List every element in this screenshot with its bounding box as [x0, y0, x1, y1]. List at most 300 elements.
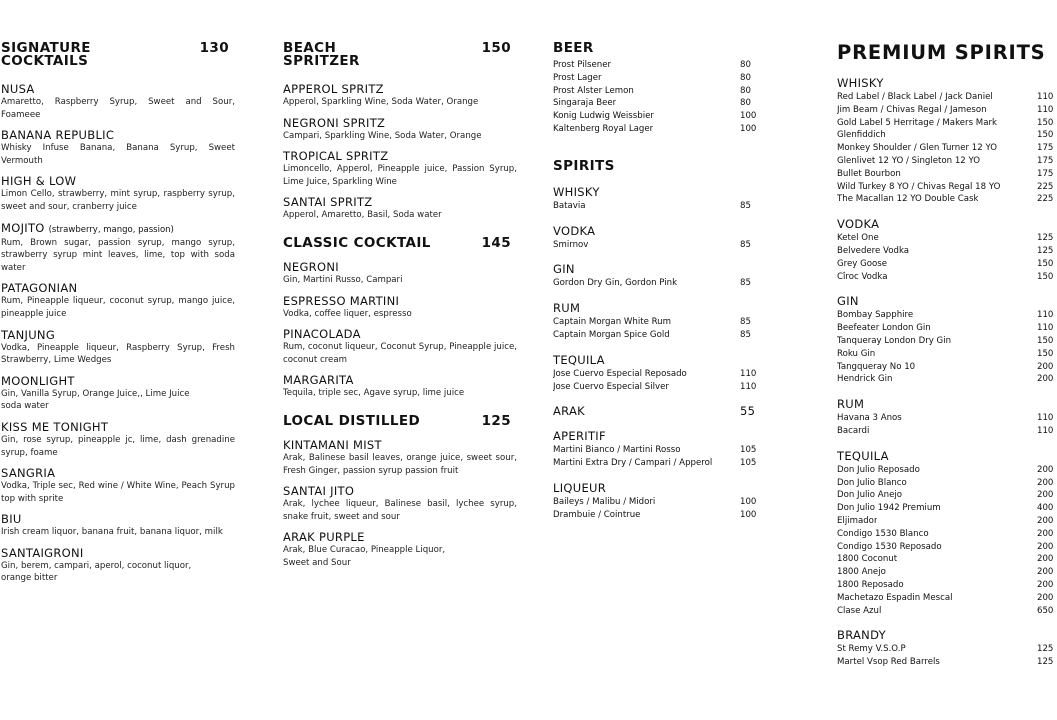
item-name: [1, 128, 235, 142]
price-row: [837, 142, 1057, 155]
spirit-category: [553, 429, 768, 470]
row-price: 100: [740, 496, 757, 507]
premium-spirits-title: PREMIUM SPIRITS: [837, 41, 1046, 64]
row-price: 150: [1037, 258, 1054, 269]
row-price: 110: [740, 381, 757, 392]
row-name: Jose Cuervo Especial Reposado: [553, 368, 687, 379]
row-price: 85: [740, 317, 751, 328]
classic-cocktail-list: [283, 260, 517, 400]
row-name: Bacardi: [837, 425, 870, 436]
item-description: Apperol, Amaretto, Basil, Soda water: [283, 210, 442, 221]
price-row: [837, 129, 1057, 142]
item-description: Gin, Vanilla Syrup, Orange Juice,, Lime Juice soda water: [1, 388, 190, 412]
row-price: 650: [1037, 605, 1054, 616]
item-name: [1, 328, 235, 342]
price-row: [837, 528, 1057, 541]
category-name: BRANDY: [837, 628, 886, 643]
row-name: 1800 Reposado: [837, 579, 904, 590]
price-row: [837, 489, 1057, 502]
item-name-text: BANANA REPUBLIC: [1, 128, 115, 143]
menu-item: [283, 260, 517, 287]
menu-item: [1, 174, 235, 213]
menu-item: [283, 294, 517, 321]
row-price: 105: [740, 458, 757, 469]
premium-category: [837, 294, 1057, 386]
item-name-text: SANTAI JITO: [283, 484, 355, 499]
menu-item: [1, 512, 235, 539]
item-name: [283, 149, 517, 163]
category-name: LIQUEUR: [553, 480, 607, 495]
local-distilled-header: [283, 412, 517, 429]
row-name: Red Label / Black Label / Jack Daniel: [837, 92, 993, 102]
category-header: [553, 353, 768, 367]
item-name: [1, 281, 235, 295]
item-name-text: APPEROL SPRITZ: [283, 82, 384, 96]
price-row: [837, 553, 1057, 566]
price-row: [837, 656, 1057, 669]
price-row: [553, 239, 768, 252]
spirit-category: [553, 481, 768, 522]
price-row: [837, 412, 1057, 425]
spirit-category: [553, 301, 768, 342]
price-row: [837, 168, 1057, 181]
price-row: [553, 85, 768, 98]
row-name: 1800 Anejo: [837, 567, 886, 578]
row-price: 80: [740, 98, 751, 109]
category-header: [553, 429, 768, 443]
menu-item: [283, 373, 517, 400]
row-name: Don Julio 1942 Premium: [837, 503, 941, 514]
menu-item: [283, 327, 517, 366]
row-name: The Macallan 12 YO Double Cask: [837, 194, 979, 205]
item-description: Apperol, Sparkling Wine, Soda Water, Orange: [283, 97, 479, 107]
row-name: Glenfiddich: [837, 130, 886, 141]
row-name: Drambuie / Cointrue: [553, 509, 641, 520]
menu-item: [283, 530, 517, 569]
row-name: Cîroc Vodka: [837, 271, 888, 282]
row-name: Prost Lager: [553, 72, 602, 83]
row-name: Tanqueray London Dry Gin: [837, 335, 952, 346]
row-price: 100: [740, 509, 757, 520]
menu-item: [1, 281, 235, 320]
row-name: Batavia: [553, 200, 586, 211]
item-name-text: MOONLIGHT: [1, 373, 75, 388]
price-row: [837, 502, 1057, 515]
item-name: [1, 374, 235, 388]
category-price: 55: [740, 404, 756, 419]
item-description: Vodka, Pineapple liqueur, Raspberry Syrup, Fresh Strawberry, Lime Wedges: [1, 342, 235, 366]
row-name: Belvedere Vodka: [837, 245, 910, 256]
item-name: [283, 82, 517, 96]
row-price: 110: [1037, 104, 1054, 115]
row-name: Konig Ludwig Weissbier: [553, 111, 654, 122]
section-title: SIGNATURE COCKTAILS: [1, 40, 91, 69]
row-name: Jim Beam / Chivas Regal / Jameson: [837, 104, 987, 115]
row-price: 125: [1037, 245, 1054, 256]
menu-item: [283, 438, 517, 477]
item-name: [283, 327, 517, 341]
category-name: VODKA: [553, 223, 596, 238]
row-name: Hendrick Gin: [837, 374, 893, 385]
row-price: 80: [740, 72, 751, 83]
price-row: [837, 117, 1057, 130]
beer-header: [553, 42, 768, 55]
spirit-category: [553, 185, 768, 213]
row-price: 100: [740, 111, 757, 122]
spirit-category: [553, 404, 768, 418]
price-row: [837, 348, 1057, 361]
row-name: Jose Cuervo Especial Silver: [553, 381, 669, 392]
row-price: 125: [1037, 644, 1054, 655]
beach-classic-local-column: [283, 42, 517, 577]
menu-item: [1, 420, 235, 459]
price-row: [553, 59, 768, 72]
item-name-text: KINTAMANI MIST: [283, 437, 382, 452]
row-price: 200: [1037, 515, 1054, 526]
price-row: [837, 566, 1057, 579]
beer-spirits-column: [553, 42, 768, 533]
category-name: APERITIF: [553, 429, 606, 444]
row-name: St Remy V.S.O.P: [837, 644, 906, 655]
item-description: Gin, berem, campari, aperol, coconut liquor, orange bitter: [1, 560, 192, 584]
section-price: 125: [481, 412, 511, 429]
row-name: Bullet Bourbon: [837, 168, 901, 179]
row-name: 1800 Coconut: [837, 554, 898, 565]
beach-spritzer-list: [283, 82, 517, 222]
row-price: 200: [1037, 579, 1054, 590]
item-description: Rum, Brown sugar, passion syrup, mango syrup, strawberry syrup mint leaves, lime, top with soda water: [1, 237, 235, 273]
premium-spirits-list: [837, 76, 1057, 669]
row-price: 110: [740, 368, 757, 379]
price-row: [837, 579, 1057, 592]
row-name: Baileys / Malibu / Midori: [553, 496, 656, 507]
section-title: SPIRITS: [553, 157, 615, 174]
row-name: Glenlivet 12 YO / Singleton 12 YO: [837, 155, 981, 166]
row-name: Beefeater London Gin: [837, 323, 931, 334]
price-row: [553, 123, 768, 136]
row-price: 200: [1037, 464, 1054, 475]
classic-cocktail-header: [283, 234, 517, 251]
item-name: [283, 484, 517, 498]
price-row: [553, 368, 768, 381]
category-name: WHISKY: [553, 184, 600, 199]
row-price: 200: [1037, 541, 1054, 552]
menu-item: [1, 546, 235, 585]
price-row: [553, 277, 768, 290]
signature-cocktails-header: [1, 42, 235, 68]
category-name: ARAK: [553, 404, 585, 419]
item-name: [1, 174, 235, 188]
category-name: TEQUILA: [553, 352, 605, 367]
item-name: [283, 438, 517, 452]
row-price: 150: [1037, 271, 1054, 282]
menu-item: [1, 466, 235, 505]
row-name: Don Julio Reposado: [837, 464, 920, 475]
signature-cocktails-column: [1, 42, 235, 592]
row-name: Martel Vsop Red Barrels: [837, 657, 940, 668]
section-title: LOCAL DISTILLED: [283, 412, 421, 429]
row-price: 175: [1037, 155, 1054, 166]
row-price: 85: [740, 329, 751, 340]
row-price: 110: [1037, 92, 1054, 102]
row-name: Eljimador: [837, 515, 878, 526]
row-price: 110: [1037, 310, 1054, 321]
row-price: 200: [1037, 477, 1054, 488]
item-name: [283, 260, 517, 274]
row-price: 105: [740, 445, 757, 456]
item-name: [1, 466, 235, 480]
spirits-header: [553, 157, 768, 174]
item-name-text: NEGRONI SPRITZ: [283, 115, 386, 130]
price-row: [837, 193, 1057, 206]
category-header: [553, 404, 768, 418]
row-name: Roku Gin: [837, 348, 876, 359]
price-row: [553, 381, 768, 394]
price-row: [837, 361, 1057, 374]
item-name-text: SANTAI SPRITZ: [283, 195, 373, 210]
item-name: [1, 420, 235, 434]
row-name: Wild Turkey 8 YO / Chivas Regal 18 YO: [837, 181, 1001, 192]
price-row: [553, 496, 768, 509]
item-name-text: NUSA: [1, 82, 35, 96]
category-header: [553, 301, 768, 315]
row-price: 110: [1037, 413, 1054, 424]
row-price: 200: [1037, 592, 1054, 603]
row-price: 225: [1037, 181, 1054, 192]
category-header: [553, 262, 768, 276]
price-row: [837, 373, 1057, 386]
row-price: 200: [1037, 374, 1054, 385]
item-name: [1, 221, 235, 237]
row-name: Singaraja Beer: [553, 98, 617, 109]
local-distilled-list: [283, 438, 517, 570]
row-name: Condigo 1530 Blanco: [837, 528, 929, 539]
price-row: [837, 592, 1057, 605]
item-description: Limoncello, Apperol, Pineapple juice, Passion Syrup, Lime Juice, Sparkling Wine: [283, 164, 517, 187]
item-name: [283, 116, 517, 130]
price-row: [837, 464, 1057, 477]
item-name: [1, 546, 235, 560]
item-description: Rum, coconut liqueur, Coconut Syrup, Pineapple juice, coconut cream: [283, 342, 517, 365]
item-description: Tequila, triple sec, Agave syrup, lime juice: [283, 388, 465, 399]
category-name: GIN: [553, 262, 575, 277]
item-name-text: ARAK PURPLE: [283, 530, 365, 545]
row-name: Gold Label 5 Herritage / Makers Mark: [837, 117, 997, 128]
item-description: Irish cream liquor, banana fruit, banana liquor, milk: [1, 527, 223, 538]
row-name: Havana 3 Anos: [837, 413, 902, 424]
item-name-text: SANGRIA: [1, 466, 56, 481]
price-row: [837, 515, 1057, 528]
price-row: [553, 444, 768, 457]
price-row: [553, 457, 768, 470]
price-row: [553, 72, 768, 85]
row-name: Smirnov: [553, 239, 589, 250]
row-name: Prost Pilsener: [553, 60, 612, 70]
item-name-text: KISS ME TONIGHT: [1, 419, 109, 434]
price-row: [837, 309, 1057, 322]
section-title: BEER: [553, 40, 594, 56]
row-name: Machetazo Espadin Mescal: [837, 592, 953, 603]
menu-item: [1, 374, 235, 413]
item-name: [283, 530, 517, 544]
spirit-category: [553, 262, 768, 290]
row-name: Condigo 1530 Reposado: [837, 541, 942, 552]
item-description: Amaretto, Raspberry Syrup, Sweet and Sour, Foameee: [1, 97, 235, 120]
row-name: Martini Bianco / Martini Rosso: [553, 445, 681, 456]
premium-category: [837, 217, 1057, 283]
menu-item: [1, 82, 235, 121]
section-title: CLASSIC COCKTAIL: [283, 234, 431, 251]
item-name-text: TROPICAL SPRITZ: [283, 149, 389, 164]
row-price: 225: [1037, 194, 1054, 205]
item-description: Arak, Balinese basil leaves, orange juice, sweet sour, Fresh Ginger, passion syrup passion fruit: [283, 452, 517, 476]
category-name: RUM: [553, 301, 581, 316]
row-price: 200: [1037, 567, 1054, 578]
item-name-text: SANTAIGRONI: [1, 545, 84, 560]
row-name: Monkey Shoulder / Glen Turner 12 YO: [837, 143, 998, 154]
price-row: [553, 110, 768, 123]
spirit-category: [553, 224, 768, 252]
item-description: Vodka, coffee liquer, espresso: [283, 308, 412, 319]
premium-spirits-column: [837, 42, 1057, 680]
row-price: 85: [740, 239, 751, 250]
row-price: 150: [1037, 348, 1054, 359]
price-row: [837, 271, 1057, 284]
row-name: Don Julio Anejo: [837, 490, 903, 501]
item-description: Rum, Pineapple liqueur, coconut syrup, mango juice, pineapple juice: [1, 296, 235, 319]
item-name-text: PINACOLADA: [283, 327, 361, 342]
category-header: [553, 185, 768, 199]
category-header: [553, 224, 768, 238]
item-description: Whisky Infuse Banana, Banana Syrup, Sweet Vermouth: [1, 143, 235, 166]
premium-category: [837, 628, 1057, 669]
section-price: 150: [481, 40, 511, 56]
item-description: Gin, Martini Russo, Campari: [283, 274, 403, 285]
menu-item: [283, 484, 517, 523]
row-name: Don Julio Blanco: [837, 477, 907, 488]
price-row: [837, 232, 1057, 245]
category-name: TEQUILA: [837, 448, 889, 463]
price-row: [837, 104, 1057, 117]
item-name-text: MARGARITA: [283, 373, 354, 388]
price-row: [837, 605, 1057, 618]
row-name: Prost Alster Lemon: [553, 85, 634, 96]
menu-item: [1, 221, 235, 275]
price-row: [837, 477, 1057, 490]
item-description: Limon Cello, strawberry, mint syrup, raspberry syrup, sweet and sour, cranberry juice: [1, 189, 235, 212]
price-row: [553, 97, 768, 110]
item-name: [283, 373, 517, 387]
premium-category: [837, 449, 1057, 618]
row-price: 175: [1037, 143, 1054, 154]
row-price: 125: [1037, 233, 1054, 244]
price-row: [837, 258, 1057, 271]
item-name: [283, 195, 517, 209]
row-name: Grey Goose: [837, 258, 888, 269]
category-header: [553, 481, 768, 495]
price-row: [553, 316, 768, 329]
spirit-category: [553, 353, 768, 394]
row-price: 85: [740, 200, 751, 211]
beer-list: [553, 59, 768, 136]
row-name: Tangqueray No 10: [837, 361, 916, 372]
price-row: [837, 425, 1057, 438]
row-price: 110: [1037, 323, 1054, 334]
item-name: [1, 512, 235, 526]
item-name-text: TANJUNG: [1, 327, 56, 342]
row-name: Gordon Dry Gin, Gordon Pink: [553, 278, 678, 289]
category-name: WHISKY: [837, 76, 884, 90]
menu-item: [283, 195, 517, 222]
price-row: [837, 245, 1057, 258]
row-price: 150: [1037, 335, 1054, 346]
row-price: 150: [1037, 130, 1054, 141]
item-description: Campari, Sparkling Wine, Soda Water, Orange: [283, 130, 482, 141]
price-row: [837, 181, 1057, 194]
row-price: 200: [1037, 528, 1054, 539]
menu-item: [1, 128, 235, 167]
item-note: (strawberry, mango, passion): [48, 224, 174, 235]
price-row: [553, 329, 768, 342]
row-price: 100: [740, 123, 757, 134]
row-price: 80: [740, 60, 751, 70]
menu-item: [283, 116, 517, 143]
category-name: RUM: [837, 397, 865, 412]
item-description: Vodka, Triple sec, Red wine / White Wine, Peach Syrup top with sprite: [1, 481, 235, 504]
price-row: [837, 643, 1057, 656]
category-name: VODKA: [837, 217, 880, 232]
row-price: 200: [1037, 490, 1054, 501]
menu-item: [1, 328, 235, 367]
row-name: Captain Morgan White Rum: [553, 317, 672, 328]
row-price: 400: [1037, 503, 1054, 514]
row-price: 200: [1037, 554, 1054, 565]
row-name: Martini Extra Dry / Campari / Apperol: [553, 458, 713, 469]
item-name-text: ESPRESSO MARTINI: [283, 293, 400, 308]
price-row: [553, 509, 768, 522]
price-row: [837, 322, 1057, 335]
item-name-text: HIGH & LOW: [1, 174, 77, 189]
item-name: [1, 82, 235, 96]
row-name: Captain Morgan Spice Gold: [553, 329, 670, 340]
item-name-text: MOJITO: [1, 220, 45, 235]
row-price: 175: [1037, 168, 1054, 179]
price-row: [837, 91, 1057, 104]
row-price: 110: [1037, 425, 1054, 436]
premium-category: [837, 397, 1057, 438]
row-price: 150: [1037, 117, 1054, 128]
row-name: Kaltenberg Royal Lager: [553, 123, 654, 134]
item-name-text: NEGRONI: [283, 259, 339, 274]
item-description: Gin, rose syrup, pineapple jc, lime, dash grenadine syrup, foame: [1, 434, 235, 458]
row-price: 125: [1037, 657, 1054, 668]
row-name: Clase Azul: [837, 605, 882, 616]
row-price: 200: [1037, 361, 1054, 372]
menu-item: [283, 82, 517, 109]
row-price: 85: [740, 278, 751, 289]
row-name: Bombay Sapphire: [837, 310, 914, 321]
item-name-text: BIU: [1, 512, 22, 527]
item-name-text: PATAGONIAN: [1, 281, 78, 296]
beach-spritzer-header: [283, 42, 517, 68]
menu-item: [283, 149, 517, 188]
section-price: 145: [481, 234, 511, 251]
row-price: 80: [740, 85, 751, 96]
signature-cocktails-list: [1, 82, 235, 585]
item-name: [283, 294, 517, 308]
row-name: Ketel One: [837, 233, 879, 244]
price-row: [837, 335, 1057, 348]
